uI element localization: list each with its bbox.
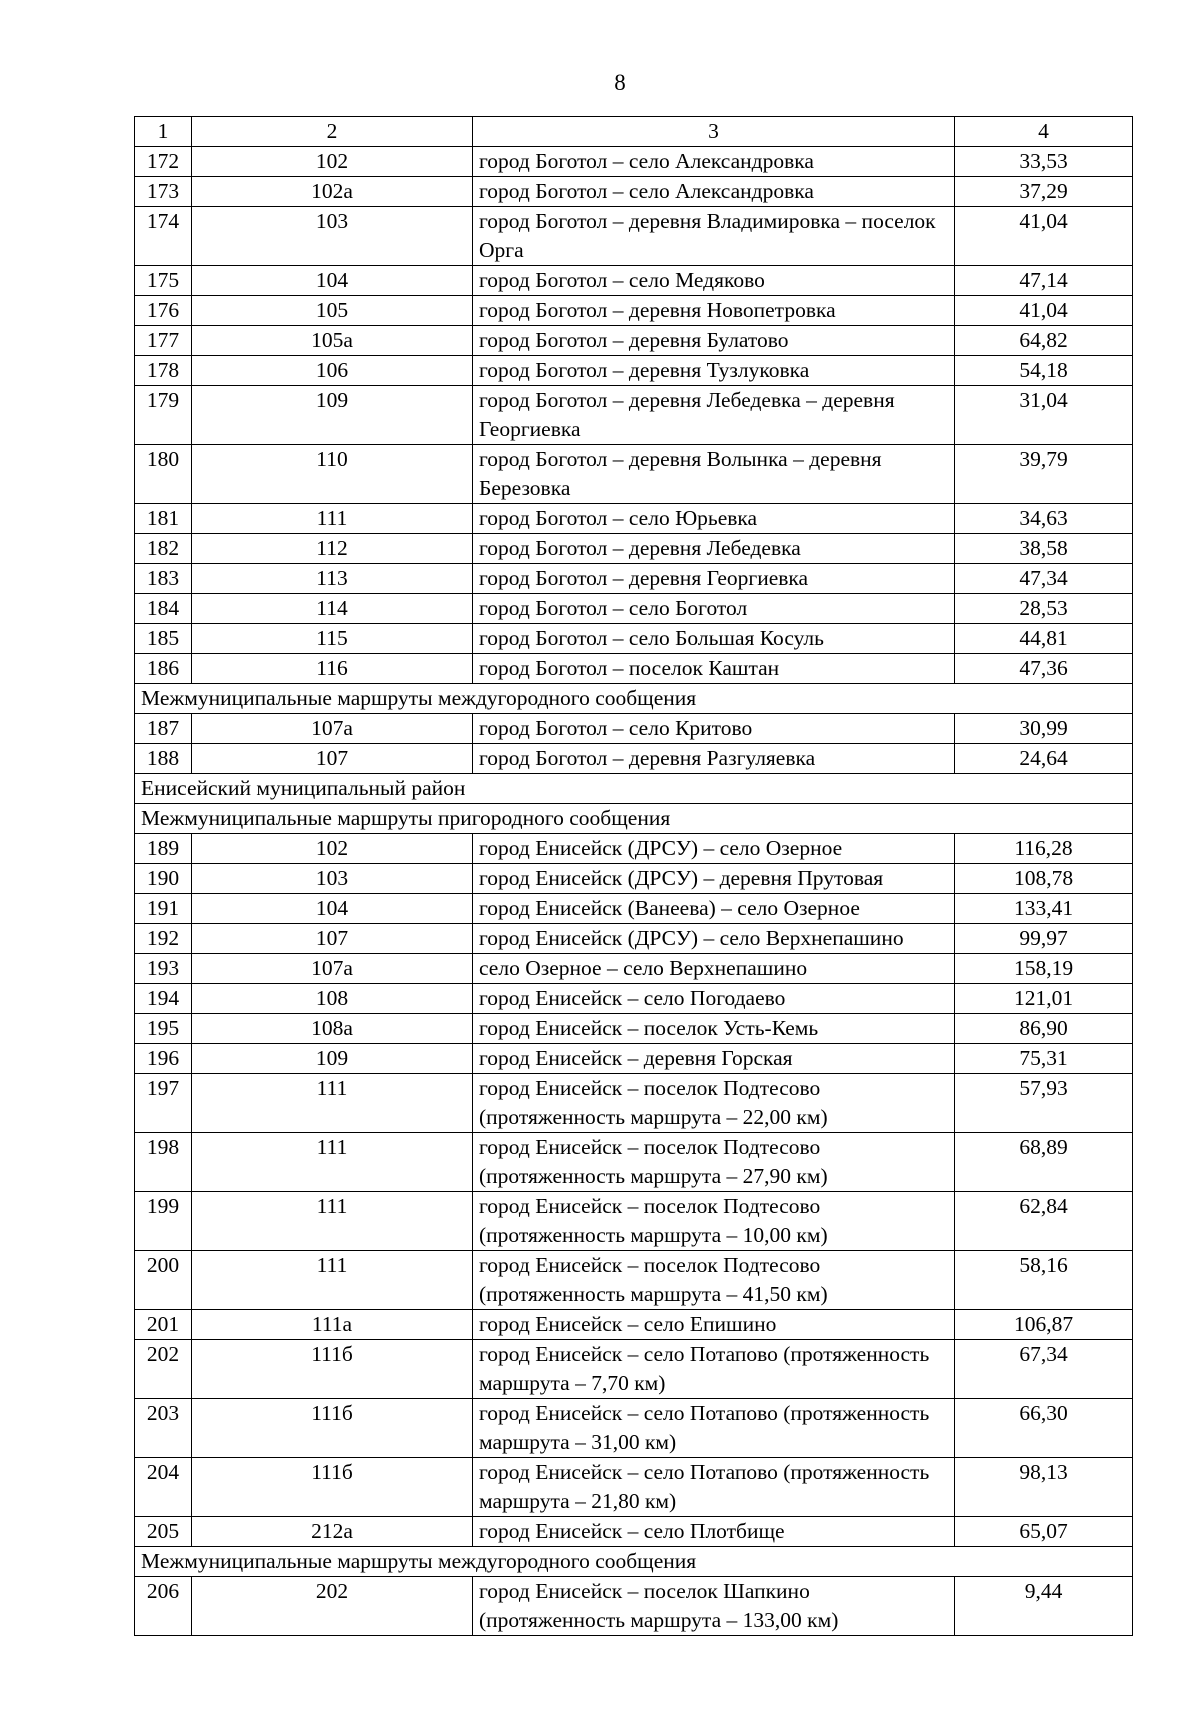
route-number: 105а [192, 326, 473, 356]
table-row [135, 296, 1133, 326]
route-description: город Енисейск – село Потапово (протяженность маршрута – 7,70 км) [473, 1340, 955, 1399]
route-description: город Енисейск – деревня Горская [473, 1044, 955, 1074]
route-description: город Енисейск – село Епишино [473, 1310, 955, 1340]
row-number: 174 [135, 207, 192, 266]
route-description: город Боготол – село Большая Косуль [473, 624, 955, 654]
route-number: 109 [192, 386, 473, 445]
table-row [135, 147, 1133, 177]
table-row [135, 177, 1133, 207]
row-number: 195 [135, 1014, 192, 1044]
route-number: 111 [192, 1251, 473, 1310]
route-number: 103 [192, 207, 473, 266]
row-number: 173 [135, 177, 192, 207]
column-number-1: 1 [135, 117, 192, 147]
section-row [135, 774, 1133, 804]
row-number: 187 [135, 714, 192, 744]
table-row [135, 984, 1133, 1014]
route-description: город Боготол – село Критово [473, 714, 955, 744]
route-value: 47,34 [955, 564, 1133, 594]
row-number: 178 [135, 356, 192, 386]
route-number: 103 [192, 864, 473, 894]
section-row [135, 684, 1133, 714]
route-description: город Боготол – деревня Тузлуковка [473, 356, 955, 386]
table-row [135, 954, 1133, 984]
route-value: 98,13 [955, 1458, 1133, 1517]
route-description: город Боготол – деревня Новопетровка [473, 296, 955, 326]
table-row [135, 624, 1133, 654]
route-number: 202 [192, 1577, 473, 1636]
route-number: 107 [192, 744, 473, 774]
table-row [135, 386, 1133, 445]
route-value: 44,81 [955, 624, 1133, 654]
route-value: 34,63 [955, 504, 1133, 534]
table-row [135, 1192, 1133, 1251]
route-value: 54,18 [955, 356, 1133, 386]
table-row [135, 445, 1133, 504]
row-number: 200 [135, 1251, 192, 1310]
route-number: 111б [192, 1340, 473, 1399]
route-description: город Боготол – деревня Булатово [473, 326, 955, 356]
route-description: город Енисейск – поселок Подтесово (протяженность маршрута – 41,50 км) [473, 1251, 955, 1310]
row-number: 182 [135, 534, 192, 564]
route-number: 111а [192, 1310, 473, 1340]
row-number: 180 [135, 445, 192, 504]
table-row [135, 654, 1133, 684]
route-value: 133,41 [955, 894, 1133, 924]
route-description: город Боготол – поселок Каштан [473, 654, 955, 684]
route-description: город Боготол – деревня Лебедевка [473, 534, 955, 564]
route-number: 114 [192, 594, 473, 624]
route-number: 109 [192, 1044, 473, 1074]
route-number: 107 [192, 924, 473, 954]
route-number: 112 [192, 534, 473, 564]
column-number-row [135, 117, 1133, 147]
table-row [135, 894, 1133, 924]
section-heading: Межмуниципальные маршруты пригородного сообщения [135, 804, 1133, 834]
route-number: 111б [192, 1399, 473, 1458]
section-heading: Межмуниципальные маршруты междугородного сообщения [135, 684, 1133, 714]
table-row [135, 356, 1133, 386]
row-number: 204 [135, 1458, 192, 1517]
table-row [135, 744, 1133, 774]
table-row [135, 564, 1133, 594]
route-number: 105 [192, 296, 473, 326]
route-value: 47,14 [955, 266, 1133, 296]
route-description: город Енисейск – село Потапово (протяженность маршрута – 21,80 км) [473, 1458, 955, 1517]
route-number: 111 [192, 1133, 473, 1192]
route-value: 58,16 [955, 1251, 1133, 1310]
row-number: 176 [135, 296, 192, 326]
column-number-2: 2 [192, 117, 473, 147]
route-value: 57,93 [955, 1074, 1133, 1133]
row-number: 184 [135, 594, 192, 624]
route-description: город Боготол – деревня Георгиевка [473, 564, 955, 594]
route-value: 108,78 [955, 864, 1133, 894]
table-row [135, 1133, 1133, 1192]
route-number: 110 [192, 445, 473, 504]
row-number: 186 [135, 654, 192, 684]
route-description: город Боготол – село Александровка [473, 177, 955, 207]
table-row [135, 1310, 1133, 1340]
routes-table [134, 116, 1133, 1636]
route-description: город Боготол – деревня Владимировка – поселок Орга [473, 207, 955, 266]
row-number: 190 [135, 864, 192, 894]
route-description: город Боготол – село Александровка [473, 147, 955, 177]
route-value: 106,87 [955, 1310, 1133, 1340]
route-value: 68,89 [955, 1133, 1133, 1192]
route-number: 104 [192, 894, 473, 924]
row-number: 192 [135, 924, 192, 954]
column-number-4: 4 [955, 117, 1133, 147]
table-row [135, 207, 1133, 266]
route-number: 107а [192, 714, 473, 744]
route-number: 113 [192, 564, 473, 594]
route-number: 102 [192, 834, 473, 864]
row-number: 203 [135, 1399, 192, 1458]
route-value: 39,79 [955, 445, 1133, 504]
route-number: 108 [192, 984, 473, 1014]
table-row [135, 924, 1133, 954]
route-number: 111 [192, 1074, 473, 1133]
route-value: 31,04 [955, 386, 1133, 445]
route-description: город Енисейск – поселок Шапкино (протяженность маршрута – 133,00 км) [473, 1577, 955, 1636]
route-value: 65,07 [955, 1517, 1133, 1547]
route-value: 28,53 [955, 594, 1133, 624]
row-number: 177 [135, 326, 192, 356]
route-number: 111 [192, 1192, 473, 1251]
table-row [135, 594, 1133, 624]
table-row [135, 1044, 1133, 1074]
route-value: 41,04 [955, 296, 1133, 326]
route-description: город Енисейск – село Потапово (протяженность маршрута – 31,00 км) [473, 1399, 955, 1458]
row-number: 194 [135, 984, 192, 1014]
route-description: город Боготол – село Юрьевка [473, 504, 955, 534]
route-value: 64,82 [955, 326, 1133, 356]
route-number: 107а [192, 954, 473, 984]
route-number: 115 [192, 624, 473, 654]
row-number: 183 [135, 564, 192, 594]
route-description: город Енисейск (ДРСУ) – село Озерное [473, 834, 955, 864]
route-description: город Боготол – деревня Разгуляевка [473, 744, 955, 774]
table-row [135, 1577, 1133, 1636]
route-value: 67,34 [955, 1340, 1133, 1399]
route-description: город Боготол – село Медяково [473, 266, 955, 296]
route-number: 111б [192, 1458, 473, 1517]
route-number: 108а [192, 1014, 473, 1044]
row-number: 197 [135, 1074, 192, 1133]
route-number: 212а [192, 1517, 473, 1547]
route-description: город Енисейск – поселок Подтесово (протяженность маршрута – 27,90 км) [473, 1133, 955, 1192]
route-description: город Боготол – деревня Волынка – деревня Березовка [473, 445, 955, 504]
section-heading: Межмуниципальные маршруты междугородного сообщения [135, 1547, 1133, 1577]
route-number: 104 [192, 266, 473, 296]
route-number: 111 [192, 504, 473, 534]
page-number: 8 [614, 70, 626, 95]
route-value: 41,04 [955, 207, 1133, 266]
row-number: 202 [135, 1340, 192, 1399]
table-row [135, 864, 1133, 894]
route-value: 121,01 [955, 984, 1133, 1014]
route-value: 158,19 [955, 954, 1133, 984]
row-number: 189 [135, 834, 192, 864]
route-value: 33,53 [955, 147, 1133, 177]
table-row [135, 326, 1133, 356]
row-number: 206 [135, 1577, 192, 1636]
table-row [135, 1074, 1133, 1133]
route-description: город Енисейск – село Плотбище [473, 1517, 955, 1547]
row-number: 201 [135, 1310, 192, 1340]
row-number: 185 [135, 624, 192, 654]
route-value: 75,31 [955, 1044, 1133, 1074]
table-row [135, 1458, 1133, 1517]
section-row [135, 1547, 1133, 1577]
row-number: 205 [135, 1517, 192, 1547]
route-description: город Енисейск – село Погодаево [473, 984, 955, 1014]
table-row [135, 1517, 1133, 1547]
route-value: 37,29 [955, 177, 1133, 207]
route-description: город Енисейск – поселок Подтесово (протяженность маршрута – 10,00 км) [473, 1192, 955, 1251]
row-number: 181 [135, 504, 192, 534]
route-number: 116 [192, 654, 473, 684]
table-row [135, 534, 1133, 564]
row-number: 191 [135, 894, 192, 924]
route-description: город Енисейск – поселок Подтесово (протяженность маршрута – 22,00 км) [473, 1074, 955, 1133]
route-value: 38,58 [955, 534, 1133, 564]
row-number: 175 [135, 266, 192, 296]
table-row [135, 834, 1133, 864]
row-number: 172 [135, 147, 192, 177]
table-row [135, 266, 1133, 296]
route-description: город Боготол – село Боготол [473, 594, 955, 624]
table-row [135, 1399, 1133, 1458]
row-number: 199 [135, 1192, 192, 1251]
table-row [135, 1340, 1133, 1399]
section-heading: Енисейский муниципальный район [135, 774, 1133, 804]
route-number: 106 [192, 356, 473, 386]
row-number: 188 [135, 744, 192, 774]
row-number: 193 [135, 954, 192, 984]
route-value: 66,30 [955, 1399, 1133, 1458]
route-value: 86,90 [955, 1014, 1133, 1044]
route-value: 47,36 [955, 654, 1133, 684]
route-value: 116,28 [955, 834, 1133, 864]
route-description: город Енисейск (Ванеева) – село Озерное [473, 894, 955, 924]
route-value: 24,64 [955, 744, 1133, 774]
route-description: город Енисейск – поселок Усть-Кемь [473, 1014, 955, 1044]
route-value: 62,84 [955, 1192, 1133, 1251]
route-number: 102а [192, 177, 473, 207]
table-row [135, 504, 1133, 534]
routes-table-body [135, 117, 1133, 1636]
route-description: город Боготол – деревня Лебедевка – деревня Георгиевка [473, 386, 955, 445]
route-value: 9,44 [955, 1577, 1133, 1636]
row-number: 196 [135, 1044, 192, 1074]
route-value: 30,99 [955, 714, 1133, 744]
row-number: 198 [135, 1133, 192, 1192]
route-description: село Озерное – село Верхнепашино [473, 954, 955, 984]
column-number-3: 3 [473, 117, 955, 147]
section-row [135, 804, 1133, 834]
route-value: 99,97 [955, 924, 1133, 954]
table-row [135, 1014, 1133, 1044]
route-description: город Енисейск (ДРСУ) – село Верхнепашино [473, 924, 955, 954]
route-description: город Енисейск (ДРСУ) – деревня Прутовая [473, 864, 955, 894]
table-row [135, 714, 1133, 744]
route-number: 102 [192, 147, 473, 177]
row-number: 179 [135, 386, 192, 445]
table-row [135, 1251, 1133, 1310]
